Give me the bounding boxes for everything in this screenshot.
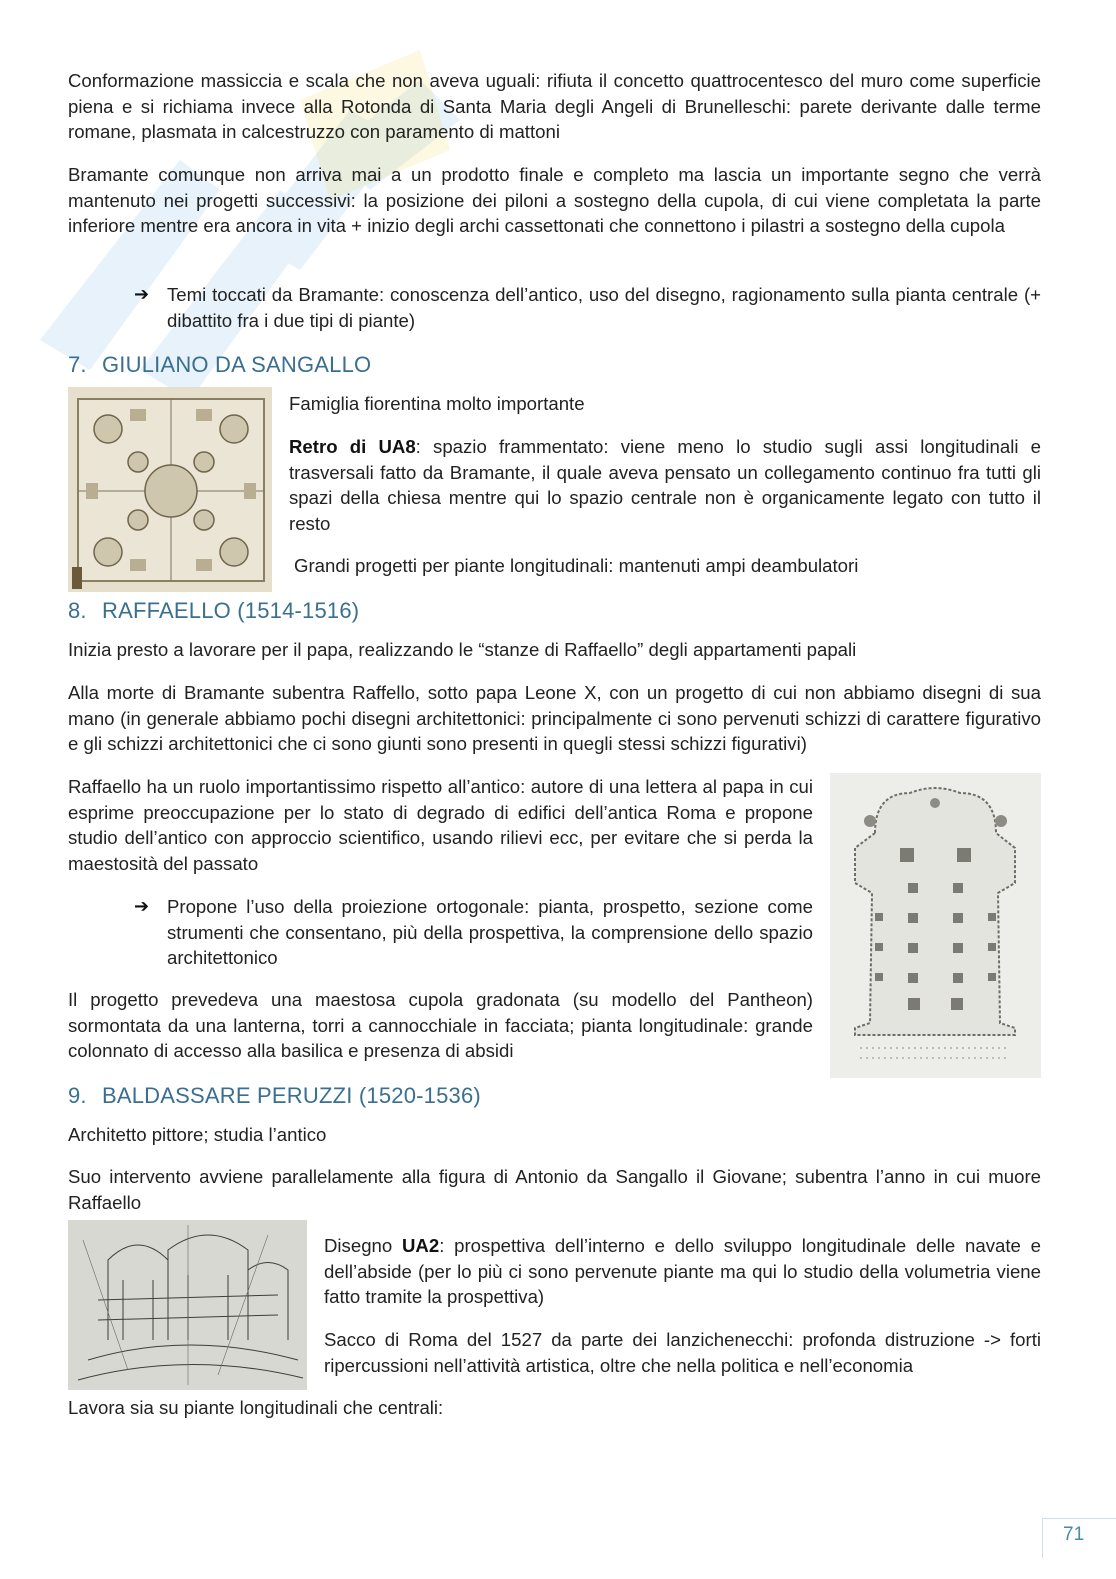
paragraph-prefix: Disegno — [324, 1235, 402, 1256]
section-7-heading — [68, 351, 371, 379]
section-number: 8. — [68, 598, 87, 623]
bullet-ortogonale — [134, 894, 813, 971]
page-number: 71 — [1063, 1524, 1085, 1545]
bold-reference: Retro di UA8 — [289, 436, 416, 457]
section-title: GIULIANO DA SANGALLO — [102, 352, 372, 377]
perspective-sketch — [68, 1220, 307, 1390]
intro-paragraph-1: Conformazione massiccia e scala che non aveva uguali: rifiuta il concetto quattrocentesco del muro come superficie piena e si richiama invece alla Rotonda di Santa Maria degli Angeli di Brunelleschi: parete derivante dalle terme romane, plasmata in calcestruzzo con paramento di mattoni — [68, 70, 1041, 143]
longitudinal-plan-drawing — [830, 773, 1041, 1078]
paragraph-text: : spazio frammentato: viene meno lo studio sugli assi longitudinali e trasversali fatto da Bramante, il quale aveva pensato un collegamento continuo fra tutti gli spazi della chiesa mentre qui lo spazio centrale non è organicamente legato con tutto il resto — [289, 436, 1041, 534]
section-9-paragraph-3 — [324, 1233, 1041, 1310]
page-number-divider-vertical — [1042, 1518, 1043, 1558]
section-7-paragraph-2 — [289, 434, 1041, 536]
bullet-text: Propone l’uso della proiezione ortogonale: pianta, prospetto, sezione come strumenti che consentano, più della prospettiva, la comprensione dello spazio architettonico — [167, 896, 813, 969]
sangallo-plan-image — [68, 387, 272, 592]
section-8-paragraph-4: Il progetto prevedeva una maestosa cupola gradonata (su modello del Pantheon) sormontata da una lanterna, torri a cannocchiale in facciata; pianta longitudinale: grande colonnato di accesso alla basilica e presenza di absidi — [68, 989, 813, 1062]
paragraph-text: : prospettiva dell’interno e dello sviluppo longitudinale delle navate e dell’abside (per lo più ci sono pervenute piante ma qui lo studio della volumetria viene fatto tramite la prospettiva) — [324, 1235, 1041, 1308]
arrow-bullet-icon: ➔ — [134, 284, 150, 304]
section-8-paragraph-1: Inizia presto a lavorare per il papa, realizzando le “stanze di Raffaello” degli appartamenti papali — [68, 639, 857, 660]
raffaello-plan-image — [830, 773, 1041, 1078]
intro-paragraph-2: Bramante comunque non arriva mai a un prodotto finale e completo ma lascia un importante segno che verrà mantenuto nei progetti successivi: la posizione dei piloni a sostegno della cupola, di cui viene completata la parte inferiore mentre era ancora in vita + inizio degli archi cassettonati che connettono i pilastri a sostegno della cupola — [68, 164, 1041, 237]
section-7-paragraph-1: Famiglia fiorentina molto importante — [289, 393, 585, 414]
section-9-paragraph-5: Lavora sia su piante longitudinali che centrali: — [68, 1397, 444, 1418]
central-plan-drawing — [68, 387, 272, 592]
section-number: 7. — [68, 352, 87, 377]
section-8-paragraph-3: Raffaello ha un ruolo importantissimo rispetto all’antico: autore di una lettera al papa in cui esprime preoccupazione per lo stato di degrado di edifici dell’antica Roma e propone studio dell’antico con approccio scientifico, usando rilievi ecc, per evitare che si perda la maestosità del passato — [68, 776, 813, 874]
peruzzi-sketch-image — [68, 1220, 307, 1390]
section-9-heading — [68, 1082, 481, 1110]
section-title: RAFFAELLO (1514-1516) — [102, 598, 360, 623]
section-9-paragraph-1: Architetto pittore; studia l’antico — [68, 1124, 327, 1145]
bullet-bramante — [134, 282, 1041, 333]
section-7-paragraph-3: Grandi progetti per piante longitudinali: mantenuti ampi deambulatori — [294, 555, 859, 576]
page-number-divider — [1042, 1518, 1116, 1519]
section-number: 9. — [68, 1083, 87, 1108]
bold-reference: UA2 — [402, 1235, 440, 1256]
arrow-bullet-icon: ➔ — [134, 896, 150, 916]
section-9-paragraph-4: Sacco di Roma del 1527 da parte dei lanzichenecchi: profonda distruzione -> forti ripercussioni nell’attività artistica, oltre che nella politica e nell’economia — [324, 1329, 1041, 1376]
section-8-paragraph-2: Alla morte di Bramante subentra Raffello, sotto papa Leone X, con un progetto di cui non abbiamo disegni di sua mano (in generale abbiamo pochi disegni architettonici: principalmente ci sono pervenuti schizzi di carattere figurativo e gli schizzi architettonici che ci sono giunti sono presenti in quegli stessi schizzi figurativi) — [68, 682, 1041, 755]
bullet-text: Temi toccati da Bramante: conoscenza dell’antico, uso del disegno, ragionamento sulla pianta centrale (+ dibattito fra i due tipi di piante) — [167, 284, 1041, 331]
section-title: BALDASSARE PERUZZI (1520-1536) — [102, 1083, 481, 1108]
section-8-heading — [68, 597, 359, 625]
section-9-paragraph-2: Suo intervento avviene parallelamente alla figura di Antonio da Sangallo il Giovane; subentra l’anno in cui muore Raffaello — [68, 1166, 1041, 1213]
